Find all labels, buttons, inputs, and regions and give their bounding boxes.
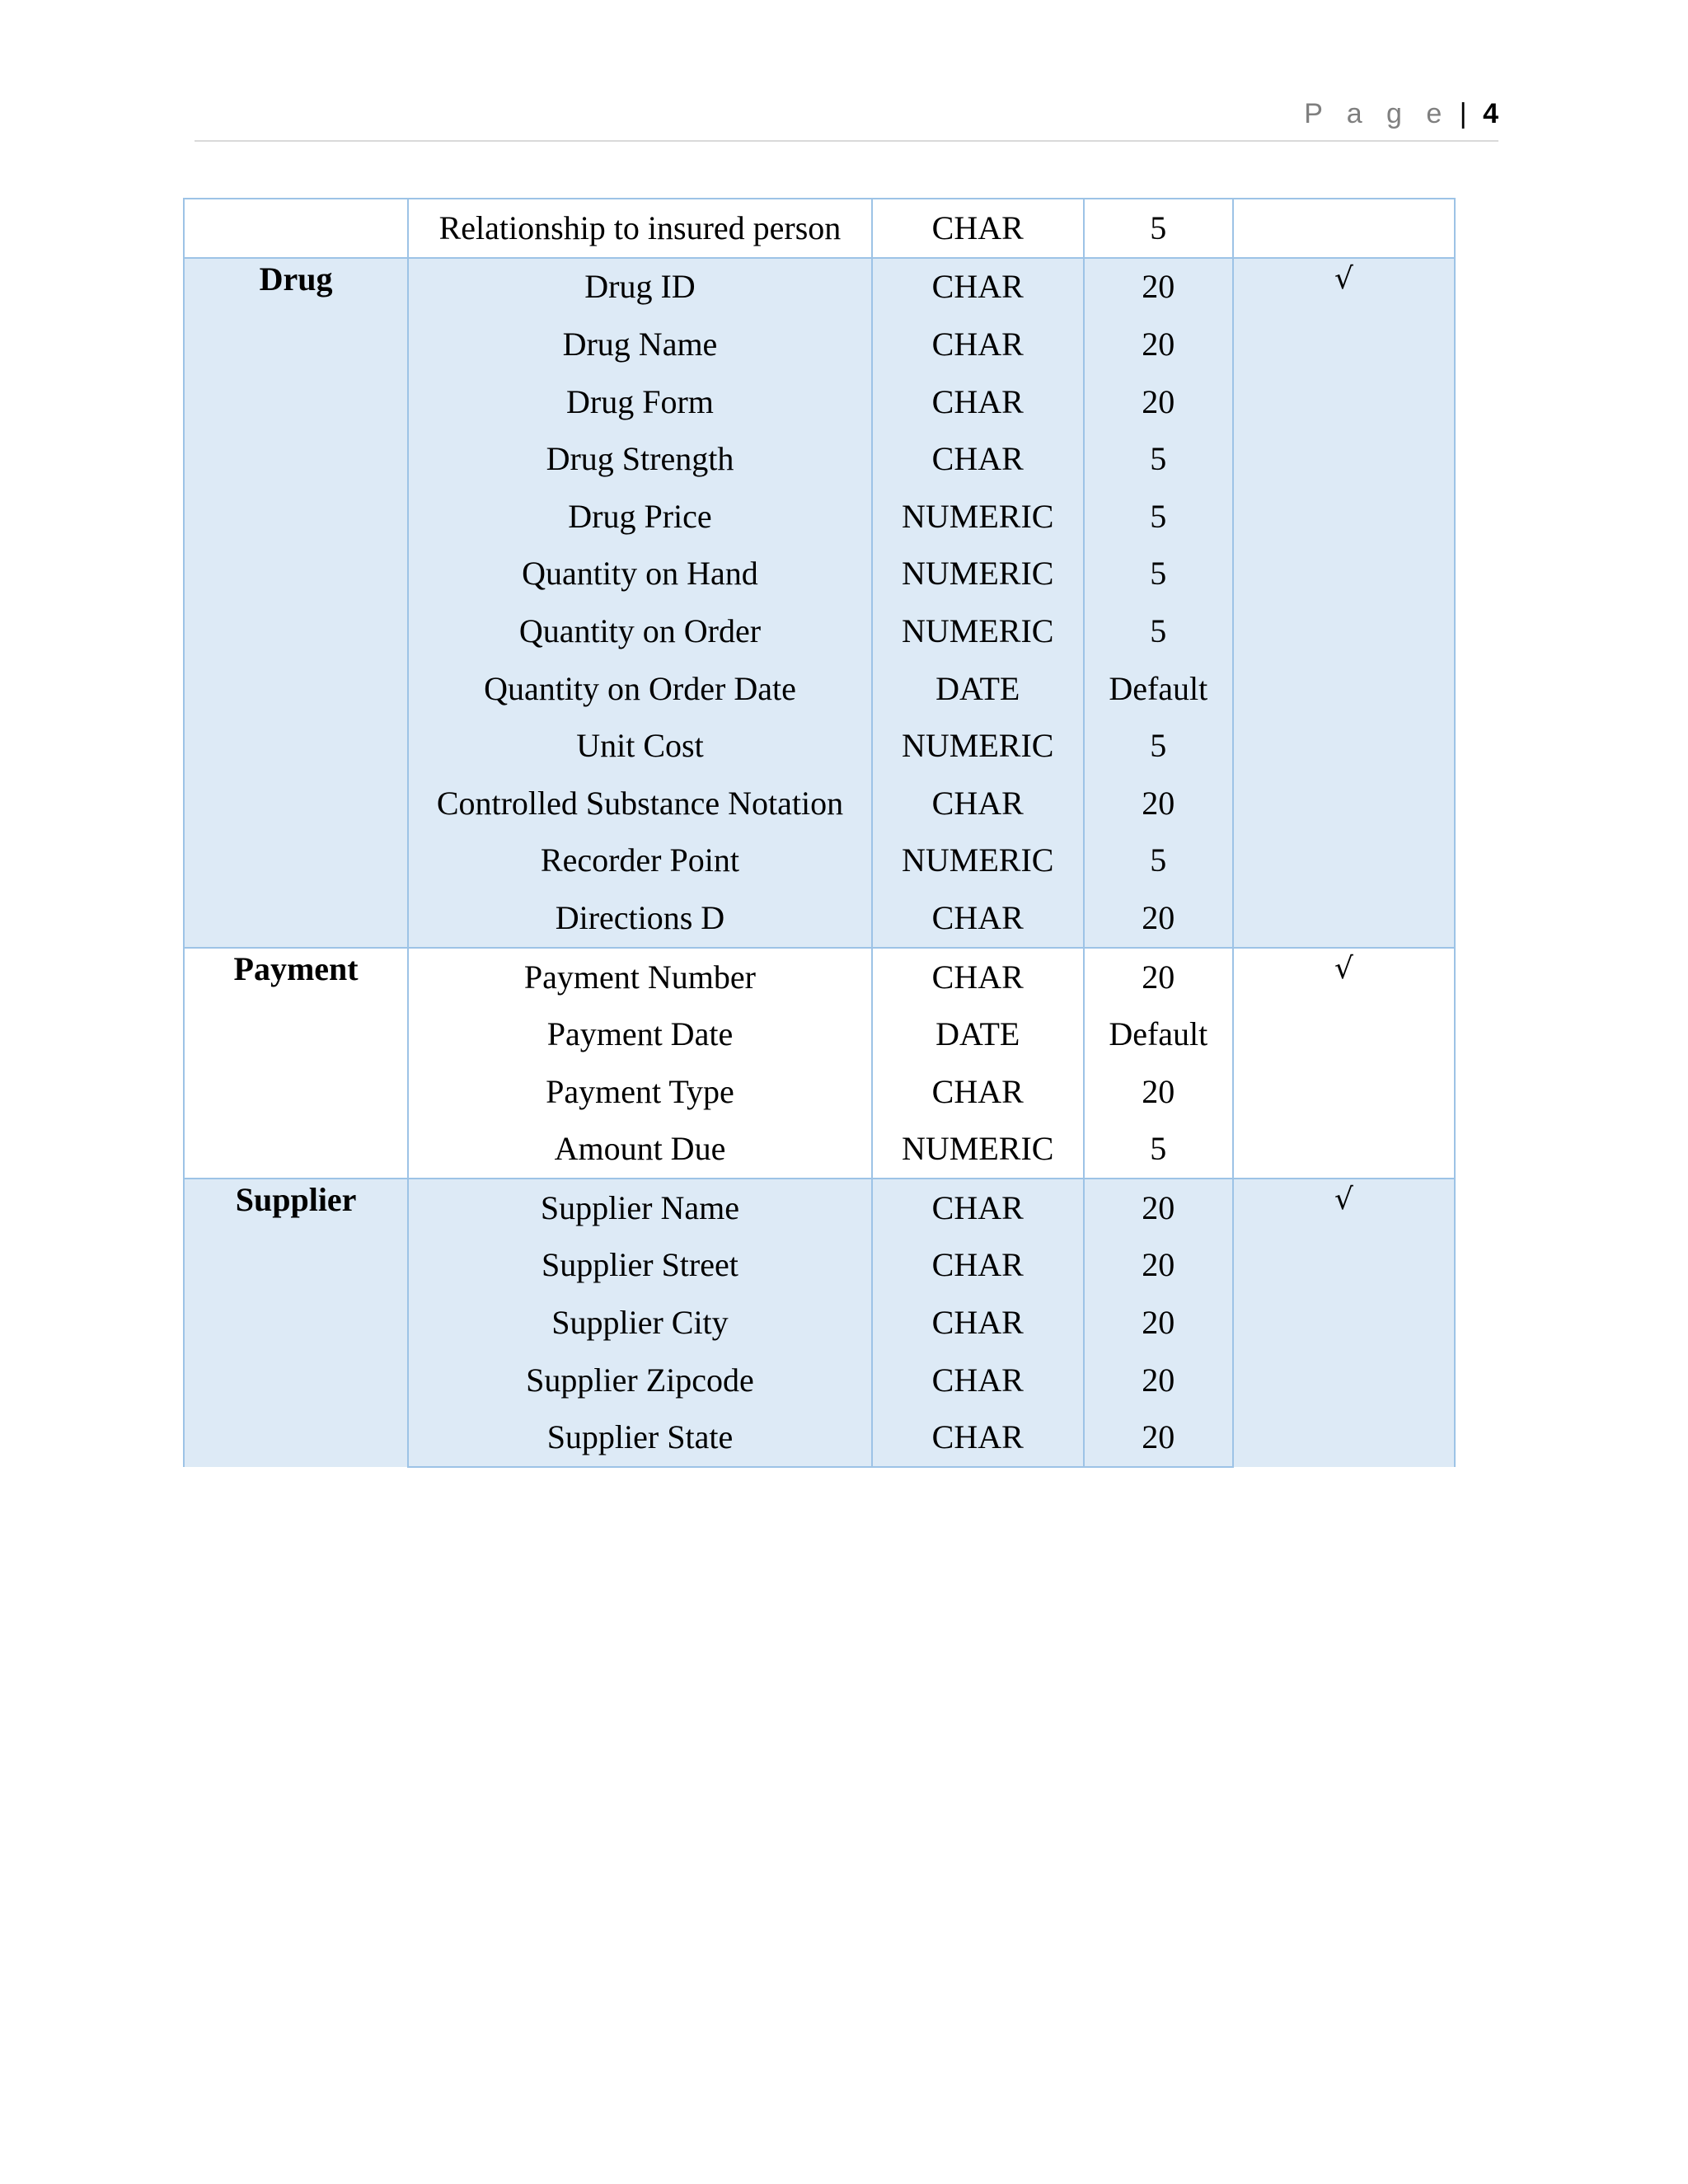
field-cell: Drug Strength <box>408 430 872 488</box>
type-cell: CHAR <box>872 316 1084 373</box>
type-cell: CHAR <box>872 1179 1084 1237</box>
field-cell: Relationship to insured person <box>408 199 872 258</box>
page-number: 4 <box>1483 98 1498 129</box>
table-row <box>184 948 1455 1006</box>
field-cell: Quantity on Order Date <box>408 660 872 718</box>
page-separator: | <box>1459 98 1467 129</box>
size-cell: 5 <box>1084 199 1233 258</box>
field-cell: Drug Name <box>408 316 872 373</box>
type-cell: DATE <box>872 660 1084 718</box>
entity-name-cell <box>184 199 408 258</box>
field-cell: Supplier Zipcode <box>408 1352 872 1409</box>
type-cell: CHAR <box>872 199 1084 258</box>
type-cell: CHAR <box>872 948 1084 1006</box>
table-row <box>184 1179 1455 1237</box>
type-cell: NUMERIC <box>872 602 1084 660</box>
type-cell: CHAR <box>872 258 1084 316</box>
field-cell: Controlled Substance Notation <box>408 775 872 832</box>
type-cell: CHAR <box>872 1408 1084 1467</box>
field-cell: Supplier City <box>408 1294 872 1352</box>
field-cell: Payment Date <box>408 1005 872 1063</box>
page-number-label <box>1304 97 1498 130</box>
field-cell: Payment Number <box>408 948 872 1006</box>
table-body <box>184 199 1455 1467</box>
key-check-cell: √ <box>1233 258 1455 948</box>
type-cell: NUMERIC <box>872 717 1084 775</box>
field-cell: Quantity on Hand <box>408 546 872 603</box>
type-cell: NUMERIC <box>872 832 1084 890</box>
size-cell: 20 <box>1084 948 1233 1006</box>
key-check-cell <box>1233 199 1455 258</box>
table-row <box>184 199 1455 258</box>
type-cell: CHAR <box>872 430 1084 488</box>
field-cell: Drug ID <box>408 258 872 316</box>
data-dictionary-table <box>183 198 1456 1468</box>
field-cell: Amount Due <box>408 1121 872 1179</box>
field-cell: Drug Price <box>408 488 872 546</box>
field-cell: Supplier Street <box>408 1237 872 1295</box>
size-cell: 20 <box>1084 1063 1233 1121</box>
size-cell: 5 <box>1084 1121 1233 1179</box>
size-cell: 20 <box>1084 1294 1233 1352</box>
type-cell: CHAR <box>872 1352 1084 1409</box>
entity-name-cell: Payment <box>184 948 408 1179</box>
type-cell: CHAR <box>872 1063 1084 1121</box>
size-cell: 5 <box>1084 832 1233 890</box>
table-row <box>184 258 1455 316</box>
size-cell: 5 <box>1084 488 1233 546</box>
size-cell: 20 <box>1084 1352 1233 1409</box>
size-cell: 5 <box>1084 717 1233 775</box>
type-cell: NUMERIC <box>872 546 1084 603</box>
size-cell: 5 <box>1084 546 1233 603</box>
key-check-cell: √ <box>1233 948 1455 1179</box>
field-cell: Supplier Name <box>408 1179 872 1237</box>
type-cell: CHAR <box>872 373 1084 431</box>
field-cell: Recorder Point <box>408 832 872 890</box>
type-cell: NUMERIC <box>872 1121 1084 1179</box>
type-cell: CHAR <box>872 889 1084 948</box>
entity-name-cell: Supplier <box>184 1179 408 1467</box>
size-cell: Default <box>1084 660 1233 718</box>
size-cell: 20 <box>1084 1237 1233 1295</box>
size-cell: 20 <box>1084 316 1233 373</box>
size-cell: 20 <box>1084 889 1233 948</box>
key-check-cell: √ <box>1233 1179 1455 1467</box>
field-cell: Supplier State <box>408 1408 872 1467</box>
size-cell: Default <box>1084 1005 1233 1063</box>
field-cell: Payment Type <box>408 1063 872 1121</box>
type-cell: NUMERIC <box>872 488 1084 546</box>
size-cell: 5 <box>1084 430 1233 488</box>
size-cell: 5 <box>1084 602 1233 660</box>
page-word: P a g e <box>1304 98 1451 129</box>
field-cell: Unit Cost <box>408 717 872 775</box>
size-cell: 20 <box>1084 1179 1233 1237</box>
entity-name-cell: Drug <box>184 258 408 948</box>
size-cell: 20 <box>1084 258 1233 316</box>
size-cell: 20 <box>1084 1408 1233 1467</box>
type-cell: CHAR <box>872 1237 1084 1295</box>
type-cell: CHAR <box>872 1294 1084 1352</box>
size-cell: 20 <box>1084 775 1233 832</box>
size-cell: 20 <box>1084 373 1233 431</box>
type-cell: CHAR <box>872 775 1084 832</box>
field-cell: Drug Form <box>408 373 872 431</box>
field-cell: Quantity on Order <box>408 602 872 660</box>
page-header <box>195 96 1498 142</box>
type-cell: DATE <box>872 1005 1084 1063</box>
field-cell: Directions D <box>408 889 872 948</box>
